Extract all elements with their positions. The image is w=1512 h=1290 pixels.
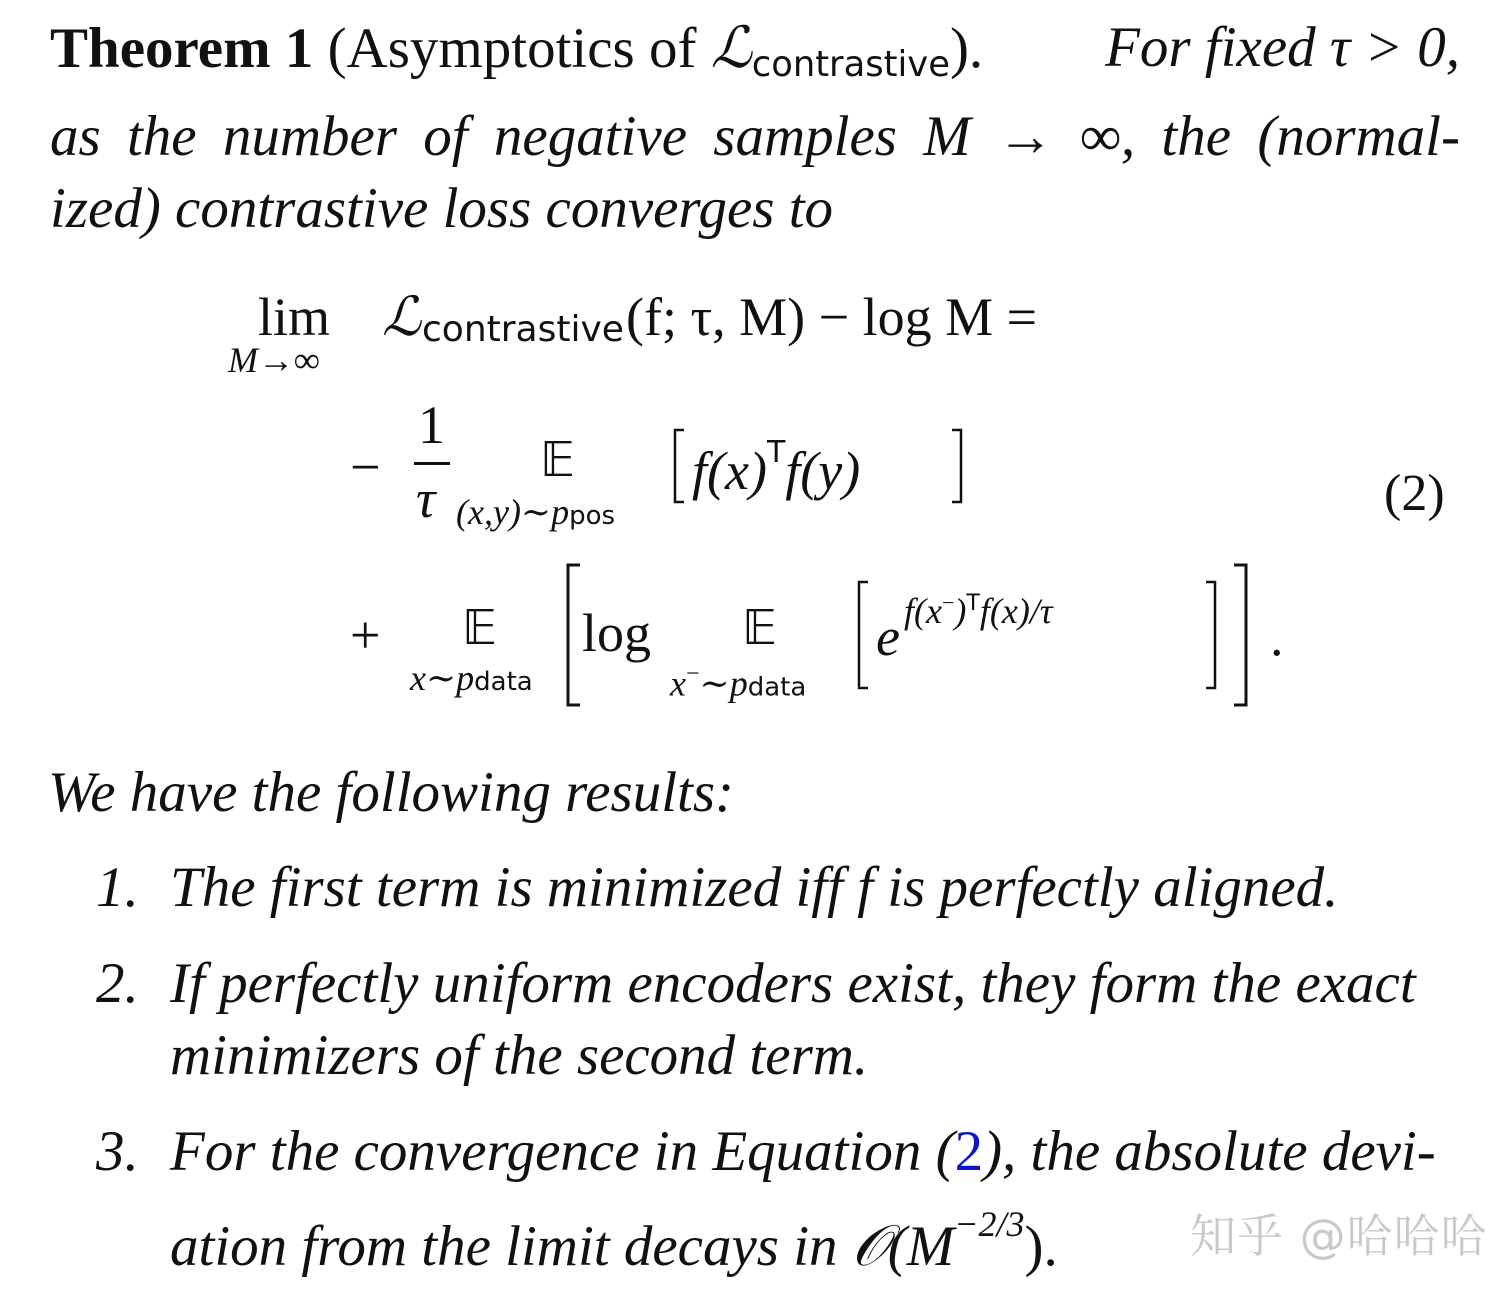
exp-power-rest: f(x)/τ bbox=[979, 591, 1053, 632]
plus-sign: + bbox=[350, 605, 381, 665]
loss-subscript: contrastive bbox=[751, 43, 950, 85]
expectation-symbol-1: 𝔼 bbox=[540, 432, 576, 488]
theorem-title-suffix: ). bbox=[949, 17, 984, 80]
theorem-line-1 bbox=[50, 12, 1460, 101]
theorem-statement bbox=[50, 12, 1460, 245]
theorem-label: Theorem 1 bbox=[50, 17, 314, 80]
loss-symbol: ℒ bbox=[710, 15, 752, 81]
item3-text-post: ), the absolute devi- bbox=[983, 1120, 1436, 1183]
item-text: The first term is minimized iff f is perfectly aligned. bbox=[170, 856, 1339, 919]
item3-text-pre: For the convergence in Equation ( bbox=[170, 1120, 955, 1183]
bracket-left-1 bbox=[672, 428, 686, 504]
expectation-subscript-3 bbox=[670, 661, 807, 704]
lim-subscript: M→∞ bbox=[228, 340, 320, 380]
e3-sub2: data bbox=[747, 672, 807, 703]
transpose-1: T bbox=[766, 435, 786, 470]
loss-subscript-eq: contrastive bbox=[422, 309, 624, 350]
fraction-bar bbox=[414, 462, 450, 465]
big-o-symbol: 𝒪 bbox=[851, 1212, 888, 1279]
item-text-line-1 bbox=[170, 1116, 1462, 1188]
loss-symbol-eq: ℒ bbox=[382, 285, 421, 348]
theorem-line-2: as the number of negative samples M → ∞, the (normal- bbox=[50, 104, 1460, 168]
transpose-2: T bbox=[966, 591, 980, 616]
item-number: 1. bbox=[96, 856, 139, 919]
expectation-subscript-2 bbox=[410, 660, 533, 696]
e1-sub: (x,y)∼p bbox=[456, 492, 570, 532]
e3-sub: x bbox=[670, 663, 686, 704]
log-operator: log bbox=[582, 603, 652, 663]
exp-power-mid: ) bbox=[954, 591, 967, 632]
big-o-exponent: −2/3 bbox=[954, 1204, 1025, 1244]
theorem-title-prefix: (Asymptotics of bbox=[327, 17, 711, 80]
bracket-right-3 bbox=[1204, 580, 1218, 690]
expectation-symbol-3: 𝔼 bbox=[742, 600, 778, 656]
results-intro: We have the following results: bbox=[48, 761, 735, 824]
exponential-power bbox=[904, 590, 1053, 632]
expectation-subscript-1 bbox=[456, 494, 615, 530]
expectation-symbol-2: 𝔼 bbox=[462, 600, 498, 656]
equation-period: . bbox=[1270, 607, 1284, 667]
theorem-text-1: For fixed τ > 0, bbox=[1105, 16, 1460, 79]
item-number: 3. bbox=[96, 1120, 139, 1183]
exponential-base: e bbox=[876, 607, 900, 667]
fraction-numerator: 1 bbox=[418, 395, 445, 455]
results-item-2 bbox=[96, 948, 1466, 1092]
theorem-title bbox=[327, 15, 984, 85]
big-o-argument: (M bbox=[887, 1214, 955, 1278]
item3-line2-pre: ation from the limit decays in bbox=[170, 1214, 852, 1278]
item-text-line-2: minimizers of the second term. bbox=[170, 1024, 869, 1087]
e3-sub-sup: − bbox=[685, 661, 700, 687]
term1-a: f(x) bbox=[692, 441, 767, 501]
lim-operator: lim bbox=[258, 287, 331, 347]
exp-power-sup: − bbox=[941, 590, 955, 615]
bracket-left-2 bbox=[564, 563, 582, 707]
fraction-denominator: τ bbox=[416, 469, 436, 529]
alignment-term bbox=[692, 435, 861, 501]
results-item-1 bbox=[96, 852, 1466, 924]
bracket-right-2 bbox=[1232, 563, 1250, 707]
exp-power-a: f(x bbox=[904, 591, 942, 632]
watermark: 知乎 @哈哈哈 bbox=[1190, 1209, 1488, 1263]
e2-sub: x∼p bbox=[410, 658, 475, 698]
lhs-arguments: (f; τ, M) − log M = bbox=[626, 287, 1038, 347]
bracket-right-1 bbox=[950, 428, 964, 504]
equation-reference-link[interactable]: 2 bbox=[954, 1120, 984, 1183]
e3-sub-rest: ∼p bbox=[699, 663, 748, 704]
term1-b: f(y) bbox=[785, 441, 861, 501]
big-o-close: ). bbox=[1024, 1214, 1058, 1278]
equation-number: (2) bbox=[1384, 465, 1445, 522]
bracket-left-3 bbox=[856, 580, 870, 690]
item-number: 2. bbox=[96, 952, 139, 1015]
item-text-line-1: If perfectly uniform encoders exist, they form the exact bbox=[170, 952, 1416, 1015]
minus-sign: − bbox=[350, 437, 381, 497]
e2-sub2: data bbox=[474, 667, 533, 697]
e1-sub2: pos bbox=[569, 501, 616, 531]
theorem-line-3: ized) contrastive loss converges to bbox=[50, 176, 834, 240]
